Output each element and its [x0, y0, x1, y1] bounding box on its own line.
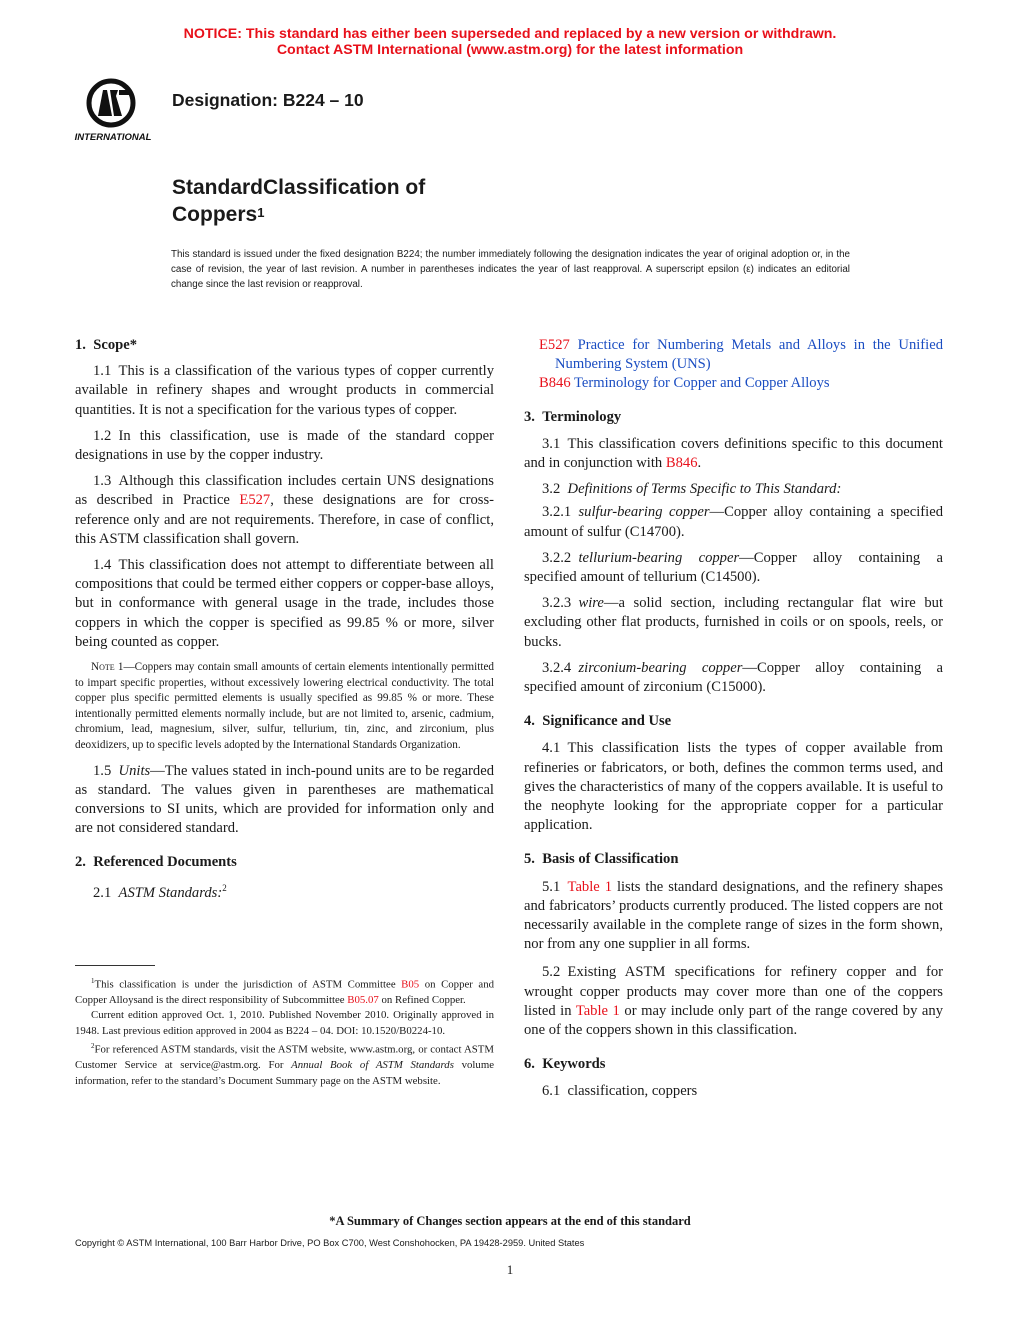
left-column [75, 336, 494, 903]
section-2-heading: 2. Referenced Documents [75, 854, 237, 871]
para-6-1: 6.1 classification, coppers [542, 1082, 698, 1099]
para-3-1: 3.1 This classification covers definitions specific to this document and in conjunction with B846. [524, 435, 943, 472]
footnote-2: $^2$For referenced ASTM standards, visit the ASTM website, www.astm.org, or contact ASTM Customer Service at service@astm.org. For Annual Book of ASTM Standards volume information, refer to the standard’s Document Summary page on the ASTM website. [75, 1042, 495, 1087]
designation: Designation: B224 – 10 [172, 90, 364, 110]
para-1-5: 1.5 Units—The values stated in inch-pound units are to be regarded as standard. The values given in parentheses are mathematical conversions to SI units, which are provided for information only and are not considered standard. [75, 762, 494, 837]
notice-line-1: NOTICE: This standard has either been superseded and replaced by a new version or withdrawn. [183, 26, 837, 42]
section-5-heading: 5. Basis of Classification [524, 851, 679, 868]
link-b05[interactable]: B05 [401, 978, 420, 991]
para-3-2-4: 3.2.4 zirconium-bearing copper—Copper alloy containing a specified amount of zirconium (C15000). [524, 659, 943, 696]
footnote-1: $^1$This classification is under the jurisdiction of ASTM Committee B05 on Copper and Copper Alloysand is the direct responsibility of Subcommittee B05.07 on Refined Copper. [75, 977, 494, 1006]
copyright-line: Copyright © ASTM International, 100 Barr Harbor Drive, PO Box C700, West Conshohocken, PA 19428-2959. United States [75, 1238, 585, 1248]
note-label: Note 1 [91, 661, 124, 674]
footnote-1-edition: Current edition approved Oct. 1, 2010. Published November 2010. Originally approved in 1948. Last previous edition approved in 2004 as B224 – 04. DOI: 10.1520/B0224-10. [75, 1009, 494, 1037]
para-2-1: 2.1 ASTM Standards:$^2$ [93, 882, 227, 901]
title-word: Coppers [172, 203, 258, 226]
para-4-1: 4.1 This classification lists the types of copper available from refineries or fabricators, or both, defines the common terms used, and gives the characteristics of many of the coppers available. It is useful to the neophyte looking for the appropriate copper for a particular application. [524, 740, 943, 834]
para-1-1: 1.1 This is a classification of the various types of copper currently available in refinery shapes and wrought products in commercial quantities. It is not a specification for the various types of copper. [75, 363, 494, 418]
title-line-1: StandardClassification of [172, 176, 426, 199]
para-3-2-2: 3.2.2 tellurium-bearing copper—Copper alloy containing a specified amount of tellurium (C14500). [524, 549, 943, 586]
para-1-3: 1.3 Although this classification includes certain UNS designations as described in Practice E527, these designations are for cross-reference only and are not requirements. Therefore, in case of conflict, this ASTM classification shall govern. [75, 473, 495, 547]
footnote-divider [75, 965, 155, 966]
reference-b846[interactable]: B846 Terminology for Copper and Copper Alloys [539, 375, 830, 392]
right-column [524, 336, 943, 1101]
link-e527[interactable]: E527 [239, 492, 271, 509]
para-3-2-3: 3.2.3 wire—a solid section, including rectangular flat wire but excluding other flat products, furnished in coils or on spools, reels, or bucks. [524, 595, 943, 650]
para-3-2: 3.2 Definitions of Terms Specific to This Standard: [542, 481, 842, 498]
link-b846[interactable]: B846 [665, 455, 698, 472]
para-1-4: 1.4 This classification does not attempt to differentiate between all compositions that could be termed either coppers or copper-base alloys, but in conformance with general usage in the trade, includes those coppers in which the copper is specified as 99.85 % or more, silver being counted as copper. [75, 557, 494, 650]
issuance-statement: This standard is issued under the fixed designation B224; the number immediately following the designation indicates the year of original adoption or, in the case of revision, the year of last revision. A number in parentheses indicates the year of last reapproval. A superscript epsilon (ε) indicates an editorial change since the last revision or reapproval. [171, 249, 850, 290]
para-5-1: 5.1 Table 1 lists the standard designations, and the refinery shapes and fabricators’ products currently produced. The listed coppers are not necessarily available in the complete range of sizes in the form shown, nor from any one supplier in all forms. [524, 878, 943, 953]
section-4-heading: 4. Significance and Use [524, 713, 672, 730]
reference-e527[interactable]: E527 Practice for Numbering Metals and Alloys in the Unified Numbering System (UNS) [539, 337, 943, 373]
section-3-heading: 3. Terminology [524, 408, 622, 425]
logo-wordmark: INTERNATIONAL [74, 132, 152, 143]
link-b05-07[interactable]: B05.07 [347, 994, 379, 1006]
title-footnote-marker: 1 [257, 205, 265, 220]
section-6-heading: 6. Keywords [524, 1056, 606, 1073]
link-table-1-b[interactable]: Table 1 [575, 1002, 620, 1019]
footnotes [75, 974, 494, 1089]
summary-of-changes-note: *A Summary of Changes section appears at the end of this standard [329, 1214, 691, 1228]
page-title [172, 174, 425, 228]
para-1-2: 1.2 In this classification, use is made of the standard copper designations in use by the copper industry. [75, 427, 494, 464]
title-line-2 [172, 201, 425, 228]
link-table-1[interactable]: Table 1 [567, 878, 612, 895]
section-1-heading: 1. Scope* [75, 337, 138, 353]
para-5-2: 5.2 Existing ASTM specifications for refinery copper and for wrought copper products may cover more than one of the coppers listed in Table 1 or may include only part of the range covered by any one of the coppers shown in this classification. [524, 964, 943, 1039]
page-number: 1 [506, 1262, 514, 1277]
para-3-2-1: 3.2.1 sulfur-bearing copper—Copper alloy containing a specified amount of sulfur (C14700). [524, 504, 943, 540]
astm-logo-icon [72, 76, 162, 144]
withdrawn-notice [0, 26, 1020, 58]
note-1: Note 1—Coppers may contain small amounts of certain elements intentionally permitted to impart specific properties, without excessively lowering electrical conductivity. The total copper plus specific permitted elements is usually specified as 99.85 % or more. These intentionally permitted elements normally include, but are not limited to, arsenic, cadmium, chromium, lead, magnesium, silver, sulfur, tellurium, tin, zinc, and zirconium, plus deoxidizers, up to specific levels adopted by the International Standards Organization. [75, 661, 495, 752]
notice-line-2: Contact ASTM International (www.astm.org) for the latest information [276, 42, 744, 58]
